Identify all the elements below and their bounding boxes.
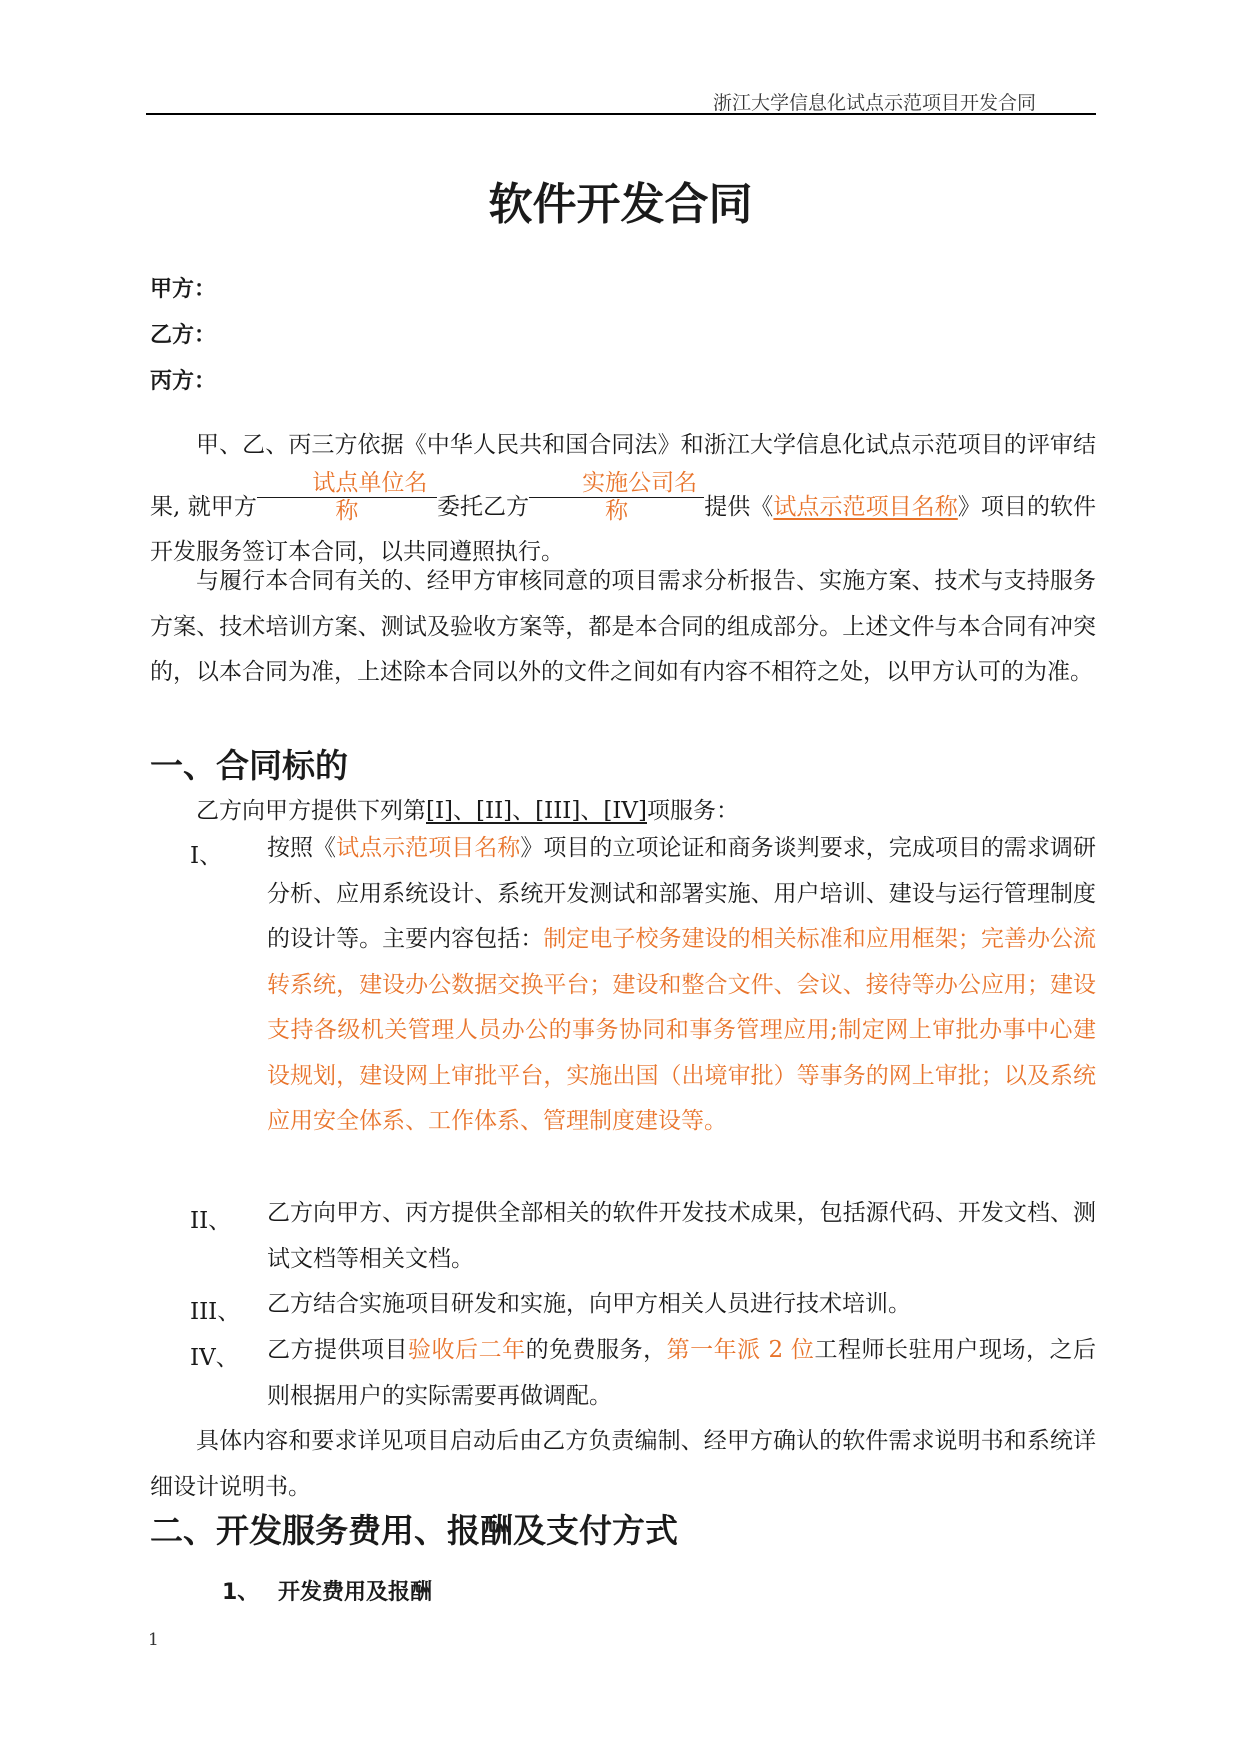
item-text: 的免费服务， xyxy=(525,1337,667,1363)
header-rule xyxy=(146,113,1096,115)
item-body-1 xyxy=(267,826,1096,1145)
item-body-3: 乙方结合实施项目研发和实施，向甲方相关人员进行技术培训。 xyxy=(267,1291,911,1317)
project-name-placeholder: 试点示范项目名称 xyxy=(336,835,521,861)
section-1-closing: 具体内容和要求详见项目启动后由乙方负责编制、经甲方确认的软件需求说明书和系统详细设计说明书。 xyxy=(150,1428,1096,1500)
engineer-count-highlight: 第一年派 2 位 xyxy=(666,1337,815,1363)
item-body-4 xyxy=(267,1328,1096,1419)
document-title: 软件开发合同 xyxy=(488,179,753,230)
company-field[interactable] xyxy=(529,469,704,524)
running-header: 浙江大学信息化试点示范项目开发合同 xyxy=(712,92,1036,114)
item-text: 》项目的立项论证和商务谈判要求，完成项目的需求调研分析、应用系统设计、系统开发测试和部署实施、用户培训、建设与运行管理制度的设计等。主要内容包括： xyxy=(267,835,1097,952)
company-placeholder: 实施公司名称 xyxy=(582,469,698,524)
main-content-highlight: 制定电子校务建设的相关标准和应用框架；完善办公流转系统，建设办公数据交换平台；建设和整合文件、会议、接待等办公应用；建设支持各级机关管理人员办公的事务协同和事务管理应用;制定网上审批办事中心建设规划，建设网上审批平台，实施出国（出境审批）等事务的网上审批；以及系统应用安全体系、工作体系、管理制度建设等。 xyxy=(267,926,1097,1134)
item-text: 按照《 xyxy=(267,835,337,861)
page-number: 1 xyxy=(148,1630,159,1650)
item-number: II、 xyxy=(190,1208,232,1234)
project-name-placeholder: 试点示范项目名称 xyxy=(773,493,958,520)
party-a-label: 甲方： xyxy=(150,277,217,302)
service-term-highlight: 验收后二年 xyxy=(408,1337,526,1363)
intro-text: 甲、乙、丙三方依据《中华人民共和国合同法》和浙江大学信息化试点示范项目的评审结果, 就甲方 xyxy=(150,432,1096,520)
lead-text: 乙方向甲方提供下列第 xyxy=(196,798,426,824)
pilot-unit-field[interactable] xyxy=(257,469,437,524)
party-c-label: 丙方： xyxy=(150,369,217,394)
intro-text: 》项目的软件开发服务签订本合同，以共同遵照执行。 xyxy=(150,493,1097,565)
section-2-heading: 二、开发服务费用、报酬及支付方式 xyxy=(150,1511,678,1550)
intro-text: 提供《 xyxy=(704,493,774,520)
party-b-label: 乙方： xyxy=(150,323,217,348)
item-number: I、 xyxy=(190,843,223,869)
section-1-heading: 一、合同标的 xyxy=(150,746,348,785)
item-text: 乙方提供项目 xyxy=(267,1337,409,1363)
intro-text: 委托乙方 xyxy=(436,493,530,520)
item-number: III、 xyxy=(190,1299,241,1325)
service-list: [I]、[II]、[III]、[IV] xyxy=(426,798,647,824)
item-body-2: 乙方向甲方、丙方提供全部相关的软件开发技术成果，包括源代码、开发文档、测试文档等相关文档。 xyxy=(267,1200,1096,1272)
intro-paragraph-2: 与履行本合同有关的、经甲方审核同意的项目需求分析报告、实施方案、技术与支持服务方案、技术培训方案、测试及验收方案等，都是本合同的组成部分。上述文件与本合同有冲突的，以本合同为准，上述除本合同以外的文件之间如有内容不相符之处，以甲方认可的为准。 xyxy=(150,568,1096,685)
intro-paragraph-1 xyxy=(150,423,1096,576)
item-text: 工程师长驻用户现场，之后则根据用户的实际需要再做调配。 xyxy=(267,1337,1097,1409)
subsection-number: 1、 xyxy=(222,1580,260,1605)
subsection-title: 开发费用及报酬 xyxy=(278,1580,433,1605)
pilot-unit-placeholder: 试点单位名称 xyxy=(312,469,428,524)
item-number: IV、 xyxy=(190,1345,239,1371)
lead-text: 项服务： xyxy=(647,798,739,824)
